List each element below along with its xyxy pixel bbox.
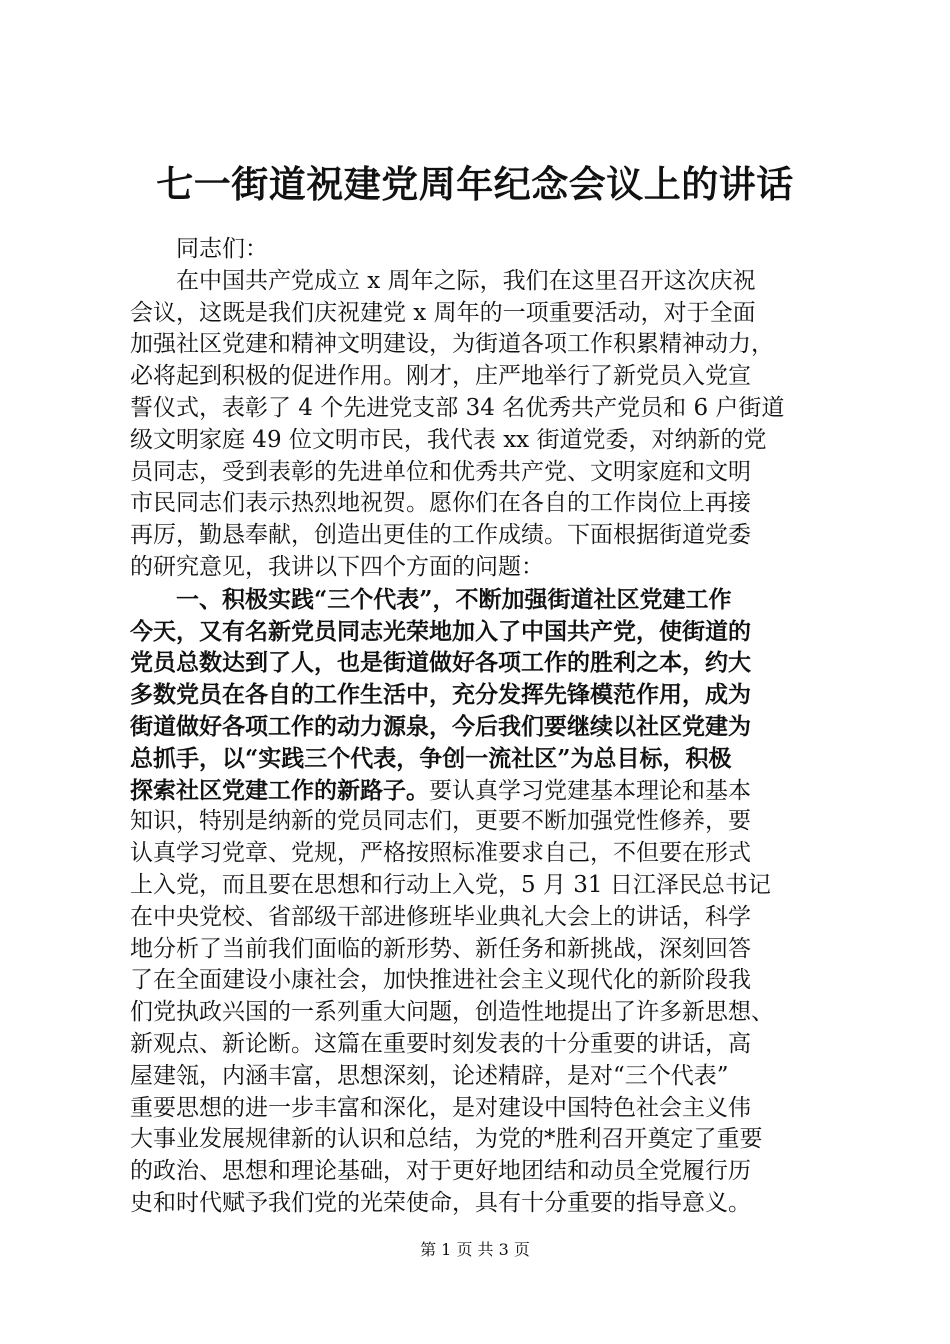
text-line: 上入党，而且要在思想和行动上入党，5 月 31 日江泽民总书记	[130, 871, 771, 898]
text-line: 史和时代赋予我们党的光荣使命，具有十分重要的指导意义。	[130, 1189, 751, 1216]
text-line: 的政治、思想和理论基础，对于更好地团结和动员全党履行历	[130, 1158, 751, 1185]
text-line-bold: 今天，又有名新党员同志光荣地加入了中国共产党，使街道的	[130, 617, 751, 645]
text-line-mixed	[130, 775, 830, 807]
page-number: 第 1 页 共 3 页	[420, 1240, 530, 1259]
text-line: 再厉，勤恳奉献，创造出更佳的工作成绩。下面根据街道党委	[130, 522, 751, 549]
text-line: 必将起到积极的促进作用。刚才，庄严地举行了新党员入党宣	[130, 363, 751, 390]
text-line: 们党执政兴国的一系列重大问题，创造性地提出了许多新思想、	[130, 999, 774, 1026]
text-line: 重要思想的进一步丰富和深化，是对建设中国特色社会主义伟	[130, 1094, 751, 1121]
section-heading: 一、积极实践“三个代表”，不断加强街道社区党建工作	[176, 585, 732, 613]
text-line-bold: 党员总数达到了人，也是街道做好各项工作的胜利之本，约大	[130, 649, 751, 677]
text-line: 誓仪式，表彰了 4 个先进党支部 34 名优秀共产党员和 6 户街道	[130, 394, 785, 421]
text-line: 新观点、新论断。这篇在重要时刻发表的十分重要的讲话，高	[130, 1030, 751, 1057]
text-segment: 要认真学习党建基本理论和基本	[429, 777, 751, 804]
text-line: 知识，特别是纳新的党员同志们，更要不断加强党性修养，要	[130, 808, 751, 835]
text-line: 加强社区党建和精神文明建设，为街道各项工作积累精神动力，	[130, 331, 774, 358]
text-line: 大事业发展规律新的认识和总结，为党的*胜利召开奠定了重要	[130, 1126, 763, 1153]
text-line: 地分析了当前我们面临的新形势、新任务和新挑战，深刻回答	[130, 935, 751, 962]
text-line: 员同志，受到表彰的先进单位和优秀共产党、文明家庭和文明	[130, 458, 751, 485]
text-line: 市民同志们表示热烈地祝贺。愿你们在各自的工作岗位上再接	[130, 490, 751, 517]
text-line: 级文明家庭 49 位文明市民，我代表 xx 街道党委，对纳新的党	[130, 426, 767, 453]
text-line: 认真学习党章、党规，严格按照标准要求自己，不但要在形式	[130, 840, 751, 867]
page-title: 七一街道祝建党周年纪念会议上的讲话	[156, 162, 794, 206]
text-line: 了在全面建设小康社会，加快推进社会主义现代化的新阶段我	[130, 967, 751, 994]
text-line: 在中央党校、省部级干部进修班毕业典礼大会上的讲话，科学	[130, 903, 751, 930]
text-line-bold: 总抓手，以“实践三个代表，争创一流社区”为总目标，积极	[130, 744, 732, 772]
salutation: 同志们：	[176, 236, 268, 262]
text-line-bold: 街道做好各项工作的动力源泉，今后我们要继续以社区党建为	[130, 712, 751, 740]
text-line: 会议，这既是我们庆祝建党 x 周年的一项重要活动，对于全面	[130, 299, 756, 326]
document-body	[130, 234, 830, 1220]
text-line: 的研究意见，我讲以下四个方面的问题：	[130, 553, 544, 580]
text-line: 在中国共产党成立 x 周年之际，我们在这里召开这次庆祝	[176, 267, 756, 294]
text-line-bold: 多数党员在各自的工作生活中，充分发挥先锋模范作用，成为	[130, 681, 751, 709]
text-segment-bold: 探索社区党建工作的新路子。	[130, 776, 429, 804]
text-line: 屋建瓴，内涵丰富，思想深刻，论述精辟，是对“三个代表”	[130, 1062, 729, 1089]
